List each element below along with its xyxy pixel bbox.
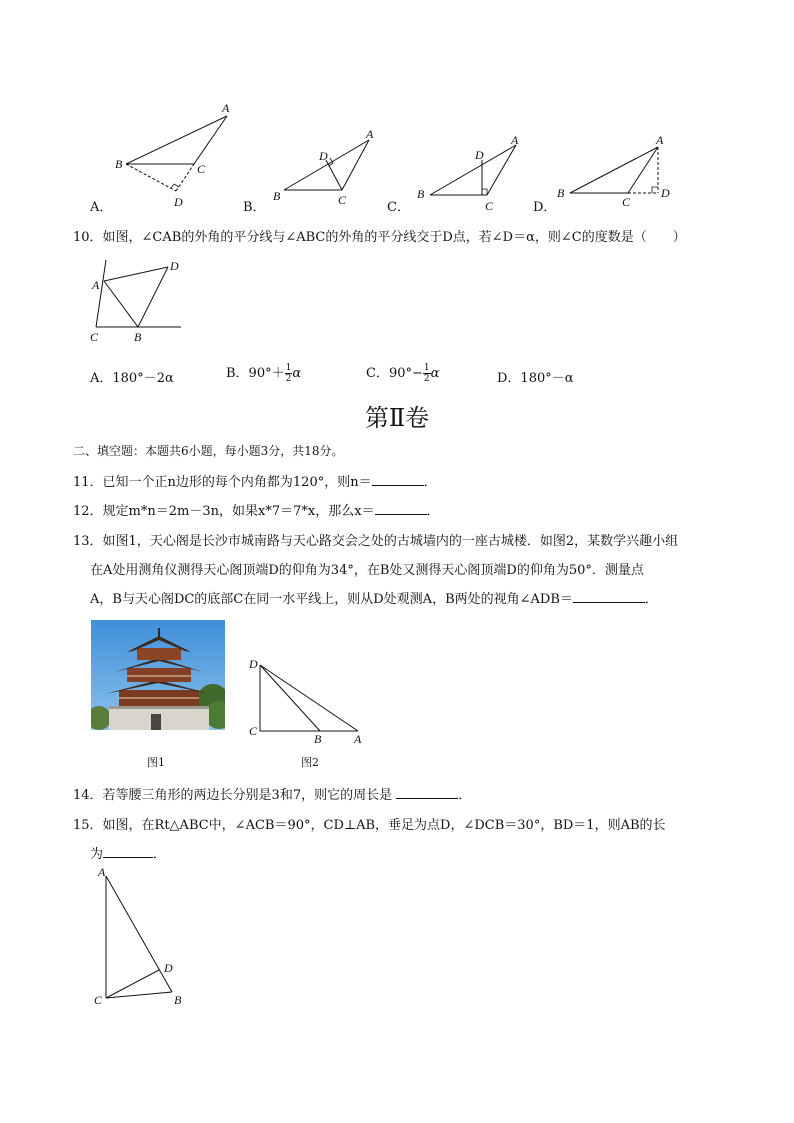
q10-stem: 10．如图，∠CAB的外角的平分线与∠ABC的外角的平分线交于D点，若∠D＝α，则∠C的度数是（ ） [73, 230, 686, 245]
label-a: A [354, 732, 362, 746]
q14-end: ． [458, 788, 472, 803]
label-a: A [511, 133, 519, 147]
label-d: D [164, 961, 173, 975]
label-a: A [222, 101, 230, 115]
label-a: A [656, 133, 664, 147]
q14-text: 14．若等腰三角形的两边长分别是3和7，则它的周长是 [73, 788, 393, 803]
label-c: C [90, 330, 99, 344]
label-a: A [366, 127, 374, 141]
label-c: C [338, 193, 347, 207]
alpha: α [292, 366, 302, 381]
q10-option-c [366, 362, 439, 384]
label-d: D [170, 259, 179, 273]
q15-end: ． [153, 847, 167, 862]
figure2-caption: 图2 [301, 756, 319, 769]
tianxin-pavilion-photo [91, 620, 225, 730]
q9-figure-b [273, 127, 374, 207]
q13-end: ． [644, 592, 658, 607]
label-b: B [273, 189, 281, 203]
q13-line1: 13．如图1，天心阁是长沙市城南路与天心路交会之处的古城墙内的一座古城楼．如图2，某数学兴趣小组 [73, 534, 679, 549]
q9-option-a: A． [90, 200, 113, 215]
q13-line3-text: A，B与天心阁DC的底部C在同一水平线上，则从D处观测A，B两处的视角∠ADB＝ [90, 592, 573, 607]
q15-line2-text: 为 [90, 847, 104, 862]
label-d: D [475, 148, 484, 162]
q15-figure [92, 864, 192, 1010]
q10-option-b [226, 362, 301, 384]
fraction-half [423, 363, 431, 384]
q10-option-d: D．180°－α [497, 371, 574, 386]
figure1-caption: 图1 [147, 756, 165, 769]
q11-end: ． [423, 475, 437, 490]
section-instructions: 二、填空题：本题共6小题，每小题3分，共18分。 [73, 444, 344, 458]
label-b: B [134, 330, 142, 344]
label-b: B [557, 186, 565, 200]
q14 [73, 784, 471, 803]
q9-figure-a [115, 101, 230, 209]
q13-line2: 在A处用测角仪测得天心阁顶端D的仰角为34°，在B处又测得天心阁顶端D的仰角为50°．测量点 [90, 563, 644, 578]
q10-option-b-prefix: B．90°＋ [226, 366, 285, 381]
label-a: A [98, 865, 106, 879]
label-d: D [319, 149, 328, 163]
label-b: B [115, 157, 123, 171]
q9-option-b: B． [243, 200, 266, 215]
q12-end: ． [426, 504, 440, 519]
alpha: α [430, 366, 440, 381]
label-d: D [174, 195, 183, 209]
q9-option-d: D． [533, 200, 557, 215]
label-c: C [485, 199, 494, 213]
label-d: D [661, 186, 670, 200]
q9-figure-c [417, 133, 519, 213]
label-b: B [417, 187, 425, 201]
q15-line2 [90, 843, 166, 862]
q11 [73, 471, 437, 490]
answer-blank[interactable] [103, 845, 153, 858]
label-b: B [174, 993, 182, 1007]
q10-figure [86, 255, 186, 345]
label-c: C [197, 162, 206, 176]
q15-line1: 15．如图，在Rt△ABC中，∠ACB＝90°，CD⊥AB，垂足为点D，∠DCB＝30°，BD＝1，则AB的长 [73, 818, 666, 833]
q12 [73, 500, 440, 519]
label-a: A [92, 278, 100, 292]
label-c: C [94, 993, 103, 1007]
label-d: D [249, 657, 258, 671]
answer-blank[interactable] [396, 786, 458, 799]
frac-den: 2 [423, 374, 430, 384]
q13-figure2 [246, 655, 370, 747]
q13-line3 [90, 588, 658, 607]
q9-figure-d [557, 133, 670, 209]
answer-blank[interactable] [375, 502, 427, 515]
answer-blank[interactable] [573, 590, 645, 603]
frac-num: 1 [285, 363, 292, 373]
q12-text: 12．规定m*n＝2m－3n，如果x*7＝7*x，那么x＝ [73, 504, 375, 519]
q11-text: 11．已知一个正n边形的每个内角都为120°，则n＝ [73, 475, 372, 490]
q10-option-c-prefix: C．90°− [366, 366, 423, 381]
frac-den: 2 [285, 374, 292, 384]
label-b: B [314, 732, 322, 746]
label-c: C [622, 195, 631, 209]
answer-blank[interactable] [372, 473, 424, 486]
q9-option-c: C． [387, 200, 410, 215]
section-title: 第Ⅱ卷 [364, 404, 430, 432]
frac-num: 1 [423, 363, 430, 373]
q10-option-a: A．180°－2α [90, 371, 174, 386]
label-c: C [249, 724, 258, 738]
